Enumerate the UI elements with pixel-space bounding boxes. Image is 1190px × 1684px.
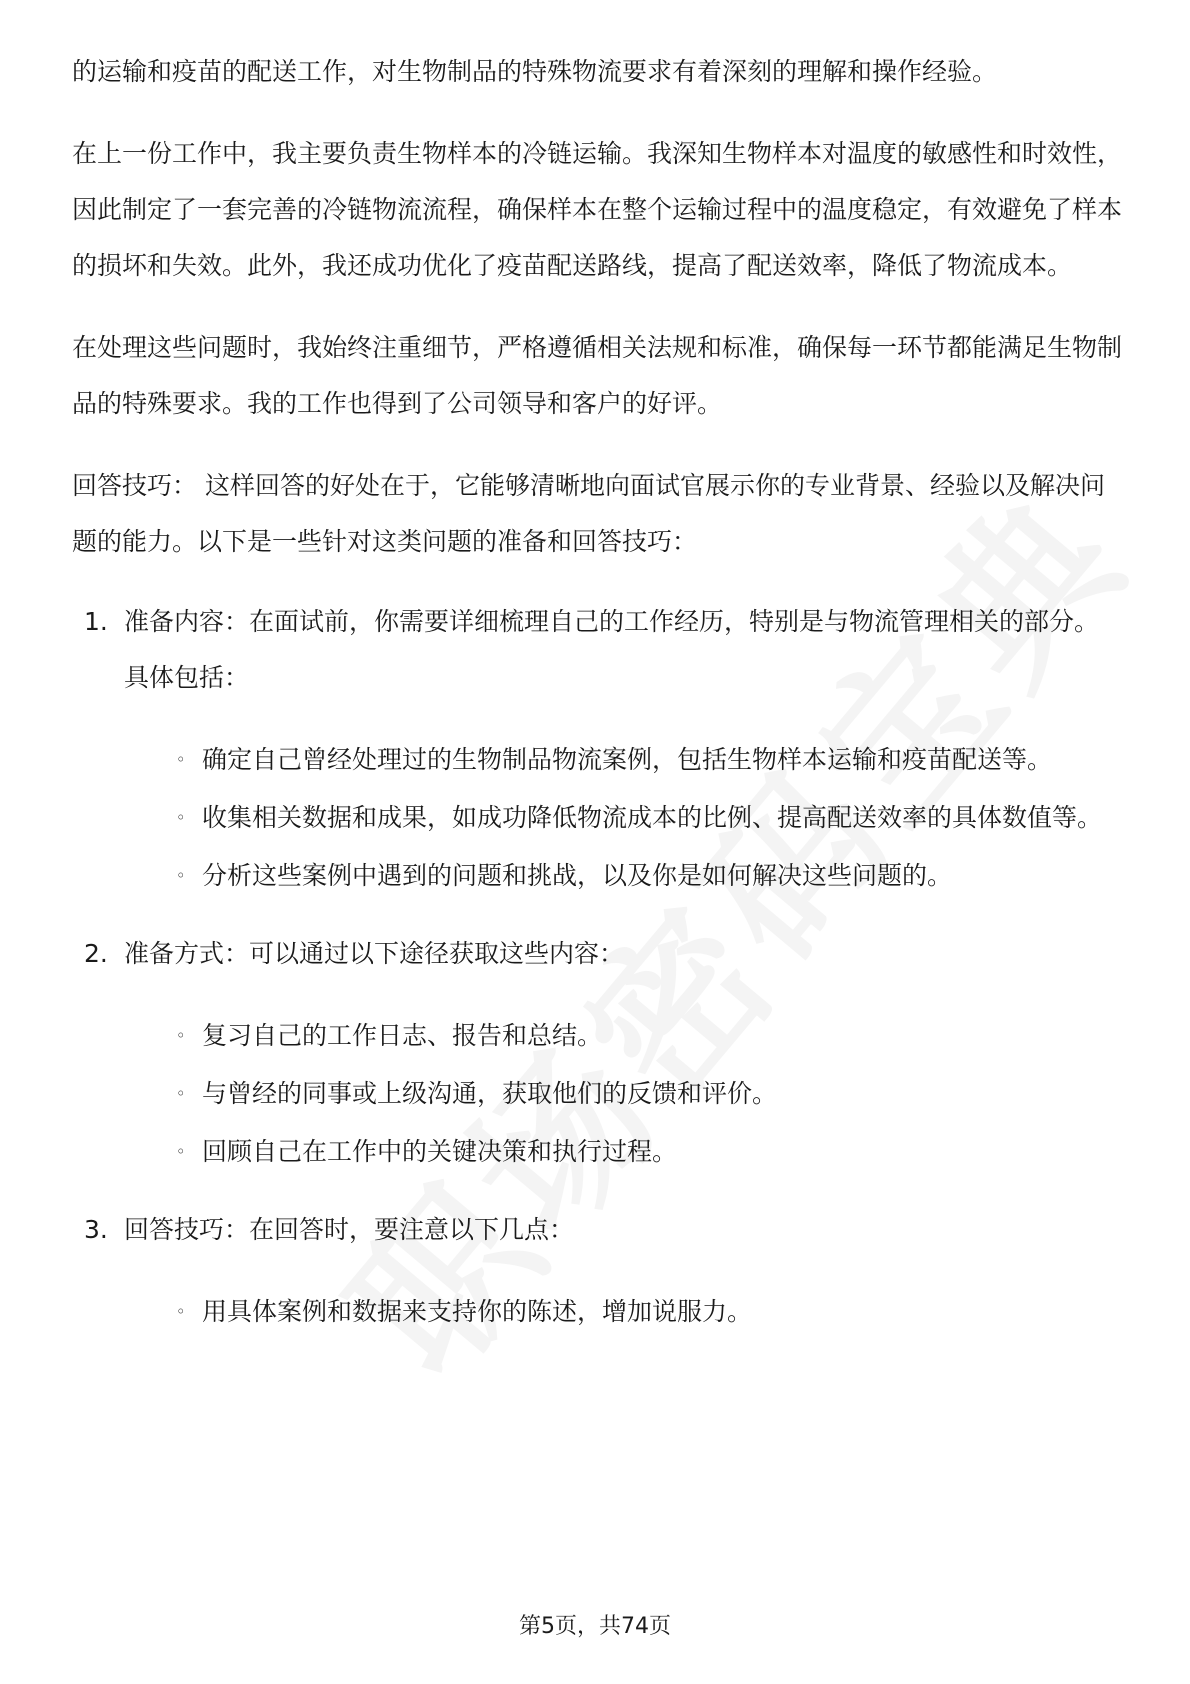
list-number: 3. [84,1215,108,1244]
bullet-text: 复习自己的工作日志、报告和总结。 [202,1021,603,1050]
paragraph-3: 在处理这些问题时，我始终注重细节，严格遵循相关法规和标准，确保每一环节都能满足生物制品的特殊要求。我的工作也得到了公司领导和客户的好评。 [72,333,1123,418]
bullet-icon: ◦ [176,1026,186,1045]
bullet-list [176,1284,1122,1340]
bullet-item [176,1008,1122,1064]
numbered-list [72,594,1122,1340]
list-item-2 [72,926,1122,1180]
bullet-item [176,732,1122,788]
paragraph-1: 的运输和疫苗的配送工作，对生物制品的特殊物流要求有着深刻的理解和操作经验。 [72,57,998,86]
document-body [72,44,1122,1342]
paragraph-tips-intro: 回答技巧： 这样回答的好处在于，它能够清晰地向面试官展示你的专业背景、经验以及解决问题的能力。以下是一些针对这类问题的准备和回答技巧： [72,471,1105,556]
bullet-list [176,732,1122,904]
list-number: 2. [84,939,108,968]
bullet-text: 与曾经的同事或上级沟通，获取他们的反馈和评价。 [202,1079,778,1108]
bullet-item [176,1066,1122,1122]
list-item-text: 准备内容：在面试前，你需要详细梳理自己的工作经历，特别是与物流管理相关的部分。具体包括： [124,607,1100,692]
bullet-item [176,1124,1122,1180]
bullet-list [176,1008,1122,1180]
list-item-text: 准备方式：可以通过以下途径获取这些内容： [124,939,625,968]
bullet-icon: ◦ [176,750,186,769]
bullet-icon: ◦ [176,1302,186,1321]
bullet-icon: ◦ [176,1084,186,1103]
list-item-1 [72,594,1122,904]
bullet-text: 回顾自己在工作中的关键决策和执行过程。 [202,1137,678,1166]
bullet-text: 用具体案例和数据来支持你的陈述，增加说服力。 [202,1297,753,1326]
bullet-text: 分析这些案例中遇到的问题和挑战，以及你是如何解决这些问题的。 [202,861,953,890]
page-number-footer: 第5页，共74页 [519,1614,671,1639]
bullet-text: 收集相关数据和成果，如成功降低物流成本的比例、提高配送效率的具体数值等。 [202,803,1103,832]
list-item-text: 回答技巧：在回答时，要注意以下几点： [124,1215,575,1244]
bullet-item [176,1284,1122,1340]
list-item-3 [72,1202,1122,1340]
list-number: 1. [84,607,108,636]
paragraph-2: 在上一份工作中，我主要负责生物样本的冷链运输。我深知生物样本对温度的敏感性和时效性，因此制定了一套完善的冷链物流流程，确保样本在整个运输过程中的温度稳定，有效避免了样本的损坏和失效。此外，我还成功优化了疫苗配送路线，提高了配送效率，降低了物流成本。 [72,139,1123,280]
bullet-item [176,790,1122,846]
bullet-icon: ◦ [176,808,186,827]
bullet-icon: ◦ [176,866,186,885]
bullet-item [176,848,1122,904]
bullet-text: 确定自己曾经处理过的生物制品物流案例，包括生物样本运输和疫苗配送等。 [202,745,1053,774]
bullet-icon: ◦ [176,1142,186,1161]
